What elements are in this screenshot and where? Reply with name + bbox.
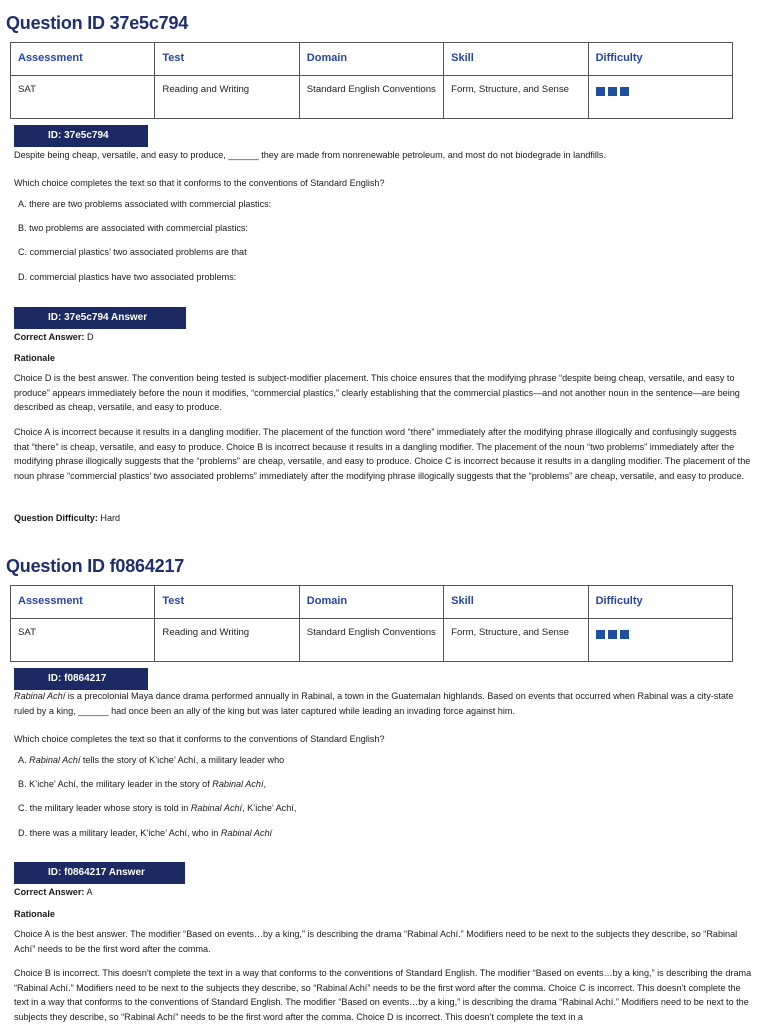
header-difficulty: Difficulty [588,586,732,619]
choice-c [18,802,296,814]
choice-text: B. K’iche’ Achí, the military leader in the story of [18,779,213,789]
choice-b [18,778,266,790]
answer-id-tag: ID: 37e5c794 Answer [14,307,186,329]
difficulty-bars [596,630,725,639]
value-test: Reading and Writing [155,76,299,119]
rationale-heading: Rationale [14,353,55,363]
correct-answer-value: D [86,332,94,342]
question-title: Question ID 37e5c794 [6,13,189,33]
correct-answer-label: Correct Answer: [14,332,85,342]
question-prompt: Which choice completes the text so that it conforms to the conventions of Standard English? [14,734,385,744]
question-prompt: Which choice completes the text so that it conforms to the conventions of Standard English? [14,178,385,188]
correct-answer [14,330,754,345]
question-difficulty-label: Question Difficulty: [14,513,98,523]
choice-text: , [263,779,267,789]
choice-text: A. [18,755,30,765]
header-skill: Skill [444,586,588,619]
answer-id-tag: ID: f0864217 Answer [14,862,185,884]
choice-b: B. two problems are associated with commercial plastics: [18,223,248,233]
value-skill: Form, Structure, and Sense [444,619,588,662]
question-meta-table [10,585,733,662]
choice-a: A. there are two problems associated with commercial plastics: [18,199,272,209]
value-assessment: SAT [11,619,155,662]
rationale-paragraph: Choice A is the best answer. The modifier “Based on events…by a king,” is describing the drama “Rabinal Achí.” Modifiers need to be next to the subjects they describe, so “Rabinal Achí” needs to be the first word after the comma. [14,929,738,954]
header-difficulty: Difficulty [588,43,732,76]
choice-text: tells the story of K’iche’ Achí, a military leader who [80,755,285,765]
difficulty-bar [608,87,617,96]
header-assessment: Assessment [11,586,155,619]
work-title: Rabinal Achí [190,803,243,813]
correct-answer-label: Correct Answer: [14,887,85,897]
choice-d: D. commercial plastics have two associated problems: [18,272,237,282]
difficulty-bar [620,630,629,639]
difficulty-bar [596,630,605,639]
rationale-paragraph: Choice D is the best answer. The convention being tested is subject-modifier placement. This choice ensures that the modifying phrase “despite being cheap, versatile, and easy to produce” appears immediately before the noun it modifies, “commercial plastics,” clearly establishing that the commercial plastics—and not another noun in the sentence—are being described as cheap, versatile, and easy to produce. [14,373,740,412]
rationale-paragraph: Choice B is incorrect. This doesn’t complete the text in a way that conforms to the conventions of Standard English. The modifier “Based on events…by a king,” is describing the drama “Rabinal Achí.” Modifiers need to be next to the subjects they describe, so “Rabinal Achí” needs to be the first word after the comma. Choice C is incorrect. This doesn’t complete the text in a way that conforms to the conventions of Standard English. The modifier “Based on events…by a king,” is describing the drama “Rabinal Achí.” Modifiers need to be next to the subjects they describe, so “Rabinal Achí” needs to be the first word after the comma. Choice D is incorrect. This doesn’t complete the text in a [14,968,752,1022]
header-test: Test [155,586,299,619]
value-difficulty [588,76,732,119]
work-title: Rabinal Achí [29,755,81,765]
header-test: Test [155,43,299,76]
difficulty-bars [596,87,725,96]
work-title: Rabinal Achí [14,691,66,701]
value-assessment: SAT [11,76,155,119]
question-stem: Despite being cheap, versatile, and easy to produce, ______ they are made from nonrenewable petroleum, and most do not biodegrade in landfills. [14,150,606,160]
choice-c: C. commercial plastics’ two associated problems are that [18,247,247,257]
correct-answer [14,885,754,900]
stem-text: is a precolonial Maya dance drama performed annually in Rabinal, a town in the Guatemalan highlands. Based on events that occurred when Rabinal was a city-state ruled by a king, ______ had once been an ally of the king but was later captured while leading an invading force against him. [14,691,734,716]
choice-text: D. there was a military leader, K’iche’ Achí, who in [18,828,221,838]
choice-d [18,827,272,839]
question-difficulty-value: Hard [100,513,121,523]
question-id-tag: ID: 37e5c794 [14,125,148,147]
value-test: Reading and Writing [155,619,299,662]
difficulty-bar [608,630,617,639]
question-title: Question ID f0864217 [6,556,185,576]
work-title: Rabinal Achí [220,828,273,838]
header-domain: Domain [299,43,443,76]
question-meta-table [10,42,733,119]
correct-answer-value: A [86,887,93,897]
header-skill: Skill [444,43,588,76]
rationale-heading: Rationale [14,909,55,919]
difficulty-bar [596,87,605,96]
question-id-tag: ID: f0864217 [14,668,148,690]
value-skill: Form, Structure, and Sense [444,76,588,119]
value-domain: Standard English Conventions [299,76,443,119]
choice-a [18,754,284,766]
question-difficulty [14,511,754,526]
header-assessment: Assessment [11,43,155,76]
value-difficulty [588,619,732,662]
question-stem [14,689,754,718]
work-title: Rabinal Achí [212,779,264,789]
difficulty-bar [620,87,629,96]
choice-text: , K’iche’ Achí, [242,803,297,813]
value-domain: Standard English Conventions [299,619,443,662]
choice-text: C. the military leader whose story is told in [18,803,191,813]
header-domain: Domain [299,586,443,619]
rationale-paragraph: Choice A is incorrect because it results in a dangling modifier. The placement of the function word “there” immediately after the modifying phrase illogically and confusingly suggests that “there” is cheap, versatile, and easy to produce. Choice B is incorrect because it results in a dangling modifier. The placement of the noun “two problems” immediately after the modifying phrase illogically suggests that the “problems” are cheap, versatile, and easy to produce. Choice C is incorrect because it results in a dangling modifier. The placement of the noun phrase “commercial plastics’ two associated problems” immediately after the modifying phrase illogically suggests that the “problems” are cheap, versatile, and easy to produce. [14,427,751,481]
